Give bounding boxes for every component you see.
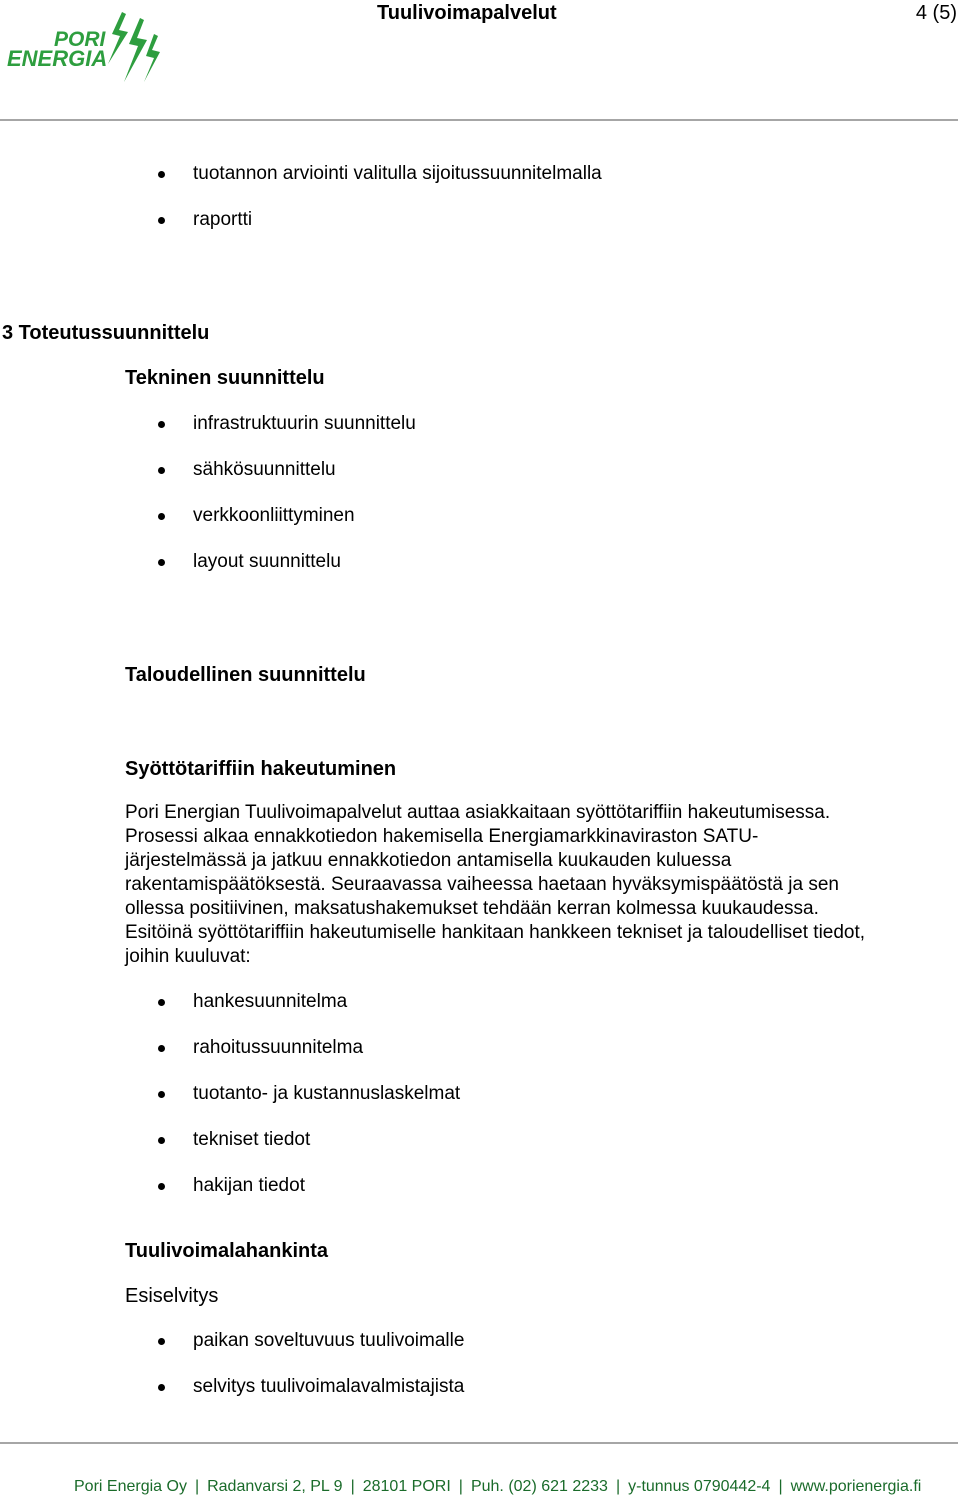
list-item: raportti bbox=[193, 209, 253, 230]
list-item: layout suunnittelu bbox=[193, 551, 341, 572]
procurement-heading: Tuulivoimalahankinta bbox=[125, 1240, 328, 1262]
bullet-icon bbox=[158, 999, 165, 1006]
list-item: selvitys tuulivoimalavalmistajista bbox=[193, 1376, 465, 1397]
list-item: tuotanto- ja kustannuslaskelmat bbox=[193, 1083, 461, 1104]
logo-text-energia: ENERGIA bbox=[7, 46, 108, 71]
paragraph-line: järjestelmässä ja jatkuu ennakkotiedon antamisella kuukauden kuluessa bbox=[125, 850, 732, 871]
header-title: Tuulivoimapalvelut bbox=[377, 2, 557, 24]
lightning-bolt-icon-2 bbox=[124, 18, 147, 82]
bullet-icon bbox=[158, 1091, 165, 1098]
bullet-icon bbox=[158, 513, 165, 520]
footer-company: Pori Energia Oy bbox=[74, 1478, 187, 1495]
paragraph-line: ollessa positiivinen, maksatushakemukset tehdään kerran kolmessa kuukaudessa. bbox=[125, 898, 819, 919]
procurement-subheading: Esiselvitys bbox=[125, 1285, 219, 1307]
footer bbox=[74, 1477, 921, 1497]
footer-separator: | bbox=[778, 1478, 783, 1495]
pori-energia-logo bbox=[4, 8, 164, 88]
footer-separator: | bbox=[350, 1478, 355, 1495]
tariff-heading: Syöttötariffiin hakeutuminen bbox=[125, 758, 397, 780]
paragraph-line: rakentamispäätöksestä. Seuraavassa vaiheessa haetaan hyväksymispäätöstä ja sen bbox=[125, 874, 839, 895]
bullet-icon bbox=[158, 1384, 165, 1391]
footer-separator: | bbox=[615, 1478, 621, 1495]
list-item: tekniset tiedot bbox=[193, 1129, 311, 1150]
bullet-icon bbox=[158, 467, 165, 474]
technical-heading: Tekninen suunnittelu bbox=[125, 367, 325, 389]
lightning-bolt-icon-1 bbox=[108, 12, 128, 64]
bullet-icon bbox=[158, 1137, 165, 1144]
footer-divider bbox=[0, 1442, 958, 1444]
list-item: sähkösuunnittelu bbox=[193, 459, 336, 480]
list-item: rahoitussuunnitelma bbox=[193, 1037, 364, 1058]
list-item: paikan soveltuvuus tuulivoimalle bbox=[193, 1330, 465, 1351]
bullet-icon bbox=[158, 1338, 165, 1345]
list-item: hankesuunnitelma bbox=[193, 991, 348, 1012]
footer-business-id: y-tunnus 0790442-4 bbox=[628, 1478, 771, 1495]
bullet-icon bbox=[158, 217, 165, 224]
header-divider bbox=[0, 119, 958, 121]
footer-separator: | bbox=[194, 1478, 200, 1495]
list-item: infrastruktuurin suunnittelu bbox=[193, 413, 416, 434]
bullet-icon bbox=[158, 421, 165, 428]
page-number: 4 (5) bbox=[915, 2, 957, 24]
bullet-icon bbox=[158, 1183, 165, 1190]
section-heading: 3 Toteutussuunnittelu bbox=[2, 322, 210, 344]
paragraph-line: Pori Energian Tuulivoimapalvelut auttaa asiakkaitaan syöttötariffiin hakeutumisessa. bbox=[125, 802, 831, 823]
bullet-icon bbox=[158, 171, 165, 178]
logo-text-pori: PORI bbox=[54, 28, 106, 51]
tariff-paragraph bbox=[125, 801, 945, 969]
paragraph-line: joihin kuuluvat: bbox=[125, 946, 251, 967]
paragraph-line: Esitöinä syöttötariffiin hakeutumiselle hankitaan hankkeen tekniset ja taloudelliset tiedot, bbox=[125, 922, 866, 943]
footer-postal: 28101 PORI bbox=[362, 1478, 451, 1495]
paragraph-line: Prosessi alkaa ennakkotiedon hakemisella Energiamarkkinaviraston SATU- bbox=[125, 826, 759, 847]
list-item: verkkoonliittyminen bbox=[193, 505, 355, 526]
bullet-icon bbox=[158, 559, 165, 566]
footer-address: Radanvarsi 2, PL 9 bbox=[207, 1478, 343, 1495]
footer-phone: Puh. (02) 621 2233 bbox=[470, 1478, 608, 1495]
lightning-bolt-icon-3 bbox=[144, 34, 160, 82]
financial-heading: Taloudellinen suunnittelu bbox=[125, 664, 366, 686]
footer-website-link[interactable]: www.porienergia.fi bbox=[790, 1478, 922, 1495]
list-item: hakijan tiedot bbox=[193, 1175, 305, 1196]
footer-separator: | bbox=[458, 1478, 463, 1495]
list-item: tuotannon arviointi valitulla sijoitussuunnitelmalla bbox=[193, 163, 602, 184]
bullet-icon bbox=[158, 1045, 165, 1052]
